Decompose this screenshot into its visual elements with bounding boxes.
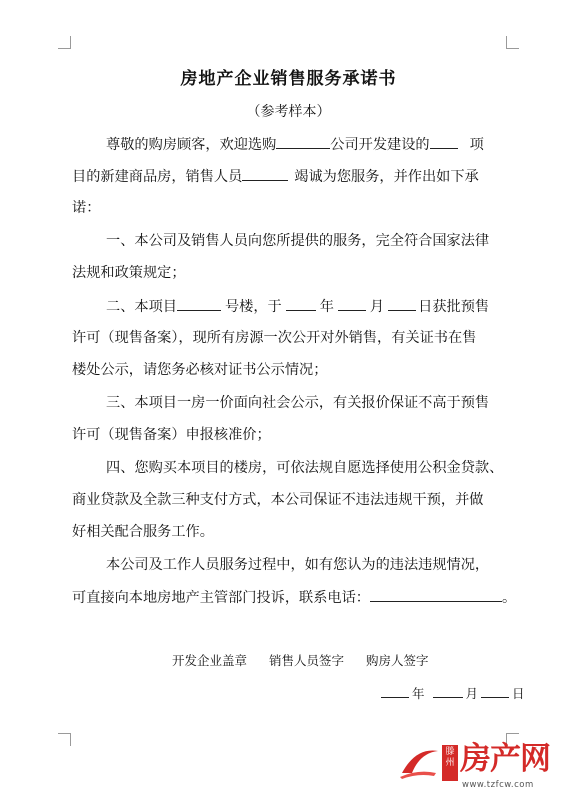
greeting-text: 尊敬的购房顾客，欢迎选购 bbox=[106, 137, 277, 153]
greeting-text: 项 bbox=[469, 137, 484, 153]
greeting-text: 竭诚为您服务，并作出如下承 bbox=[294, 169, 479, 185]
item3-line-2: 许可（现售备案）申报核准价； bbox=[72, 427, 271, 443]
crop-mark-top-right bbox=[506, 36, 519, 49]
item1-line-1: 一、本公司及销售人员向您所提供的服务，完全符合国家法律 bbox=[106, 233, 490, 249]
date-month-label: 月 bbox=[465, 686, 479, 701]
watermark-brand: 房产网 bbox=[460, 741, 550, 777]
house-swoosh-logo-icon bbox=[398, 743, 440, 781]
item2-text: 号楼，于 bbox=[224, 299, 282, 315]
item2-line-2: 许可（现售备案），现所有房源一次公开对外销售，有关证书在售 bbox=[72, 330, 477, 346]
greeting-line-3: 诺： bbox=[72, 200, 101, 216]
date-year-label: 年 bbox=[412, 686, 425, 701]
month-blank bbox=[338, 296, 366, 311]
date-row bbox=[381, 683, 525, 702]
building-blank bbox=[177, 296, 221, 311]
day-blank bbox=[388, 296, 416, 311]
company-blank bbox=[276, 134, 330, 149]
salesperson-blank bbox=[242, 166, 288, 181]
salesperson-sign-label: 销售人员签字 bbox=[269, 653, 345, 668]
item4-line-3: 好相关配合服务工作。 bbox=[72, 524, 214, 540]
closing-line-2 bbox=[72, 587, 522, 608]
crop-mark-top-left bbox=[58, 36, 71, 49]
closing-text: 可直接向本地房地产主管部门投诉，联系电话： bbox=[72, 590, 370, 606]
site-watermark bbox=[398, 735, 568, 797]
date-day-label: 日 bbox=[512, 686, 525, 701]
date-day-blank bbox=[481, 683, 509, 698]
greeting-text: 公司开发建设的 bbox=[330, 137, 430, 153]
closing-line-1: 本公司及工作人员服务过程中，如有您认为的违法违规情况， bbox=[106, 557, 490, 573]
buyer-sign-label: 购房人签字 bbox=[366, 653, 429, 668]
item2-text: 月 bbox=[369, 299, 385, 315]
item4-line-1: 四、您购买本项目的楼房，可依法规自愿选择使用公积金贷款、 bbox=[106, 460, 504, 476]
item2-text: 年 bbox=[319, 299, 334, 315]
item2-line-3: 楼处公示，请您务必核对证书公示情况； bbox=[72, 362, 328, 378]
item2-text: 日获批预售 bbox=[418, 299, 490, 315]
developer-seal-label: 开发企业盖章 bbox=[172, 653, 248, 668]
document-title: 房地产企业销售服务承诺书 bbox=[180, 69, 397, 89]
phone-blank bbox=[370, 587, 502, 602]
greeting-line-1 bbox=[106, 134, 522, 155]
watermark-url: www.tzfcw.com bbox=[462, 780, 534, 790]
item4-line-2: 商业贷款及全款三种支付方式，本公司保证不违法违规干预，并做 bbox=[72, 492, 484, 508]
item1-line-2: 法规和政策规定； bbox=[72, 265, 186, 281]
item3-line-1: 三、本项目一房一价面向社会公示，有关报价保证不高于预售 bbox=[106, 395, 490, 411]
year-blank bbox=[286, 296, 316, 311]
signature-row bbox=[172, 651, 447, 669]
greeting-line-2 bbox=[72, 166, 522, 187]
watermark-city: 滕州 bbox=[442, 745, 458, 781]
project-blank bbox=[430, 134, 458, 149]
item2-line-1 bbox=[106, 296, 522, 317]
crop-mark-bottom-left bbox=[58, 733, 71, 746]
date-year-blank bbox=[381, 683, 409, 698]
date-month-blank bbox=[433, 683, 463, 698]
greeting-text: 目的新建商品房，销售人员 bbox=[72, 169, 243, 185]
closing-text: 。 bbox=[501, 590, 517, 606]
item2-text: 二、本项目 bbox=[106, 299, 177, 315]
document-subtitle: （参考样本） bbox=[246, 104, 331, 120]
